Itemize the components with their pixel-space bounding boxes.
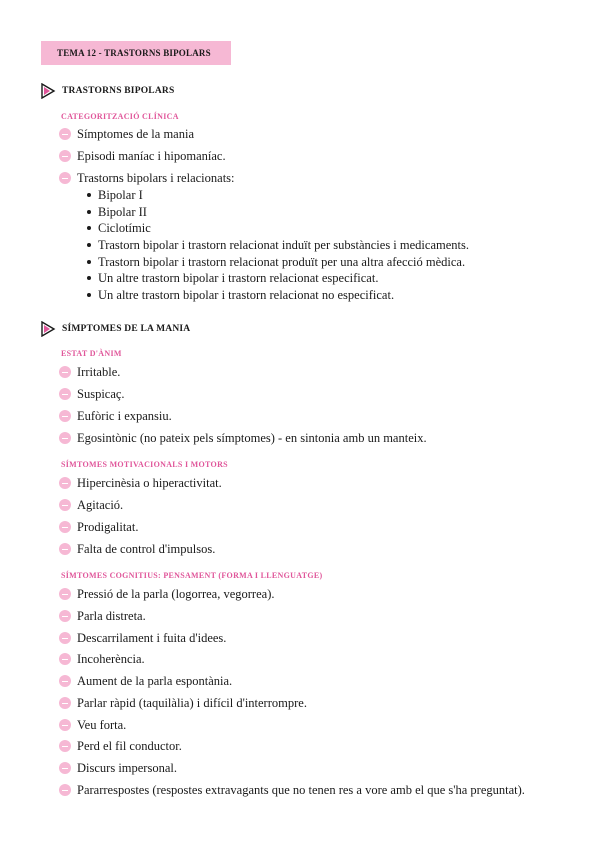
dot-icon	[87, 210, 91, 214]
bullet-icon	[59, 432, 71, 444]
subheading-motivacionals-motors: SÍMTOMES MOTIVACIONALS I MOTORS	[61, 460, 228, 469]
bullet-icon	[59, 588, 71, 600]
list-item: Pressió de la parla (logorrea, vegorrea).	[59, 587, 274, 601]
list-item: Episodi maníac i hipomaníac.	[59, 149, 226, 163]
list-item: Irritable.	[59, 365, 120, 379]
section-title: TRASTORNS BIPOLARS	[62, 86, 175, 96]
list-item: Incoherència.	[59, 652, 145, 666]
subheading-cognitius: SÍMTOMES COGNITIUS: PENSAMENT (FORMA I LLENGUATGE)	[61, 571, 323, 580]
sub-list-item: Bipolar II	[87, 205, 147, 219]
list-item: Perd el fil conductor.	[59, 739, 182, 753]
list-item: Agitació.	[59, 498, 123, 512]
dot-icon	[87, 293, 91, 297]
list-item: Aument de la parla espontània.	[59, 674, 232, 688]
list-item: Suspicaç.	[59, 387, 125, 401]
bullet-icon	[59, 762, 71, 774]
triangle-pointer-icon	[40, 321, 56, 337]
page-banner	[41, 41, 231, 65]
bullet-icon	[59, 675, 71, 687]
list-item: Símptomes de la mania	[59, 127, 194, 141]
sub-list-item: Bipolar I	[87, 188, 143, 202]
list-item: Falta de control d'impulsos.	[59, 542, 215, 556]
subheading-estat-anim: ESTAT D'ÀNIM	[61, 349, 122, 358]
dot-icon	[87, 243, 91, 247]
list-item: Parla distreta.	[59, 609, 146, 623]
bullet-icon	[59, 477, 71, 489]
bullet-icon	[59, 610, 71, 622]
bullet-icon	[59, 632, 71, 644]
bullet-icon	[59, 784, 71, 796]
list-item: Egosintònic (no pateix pels símptomes) - en sintonia amb un manteix.	[59, 431, 427, 445]
sub-list-item: Un altre trastorn bipolar i trastorn relacionat especificat.	[87, 271, 378, 285]
bullet-icon	[59, 388, 71, 400]
dot-icon	[87, 193, 91, 197]
list-item: Prodigalitat.	[59, 520, 138, 534]
bullet-icon	[59, 740, 71, 752]
bullet-icon	[59, 543, 71, 555]
bullet-icon	[59, 366, 71, 378]
bullet-icon	[59, 719, 71, 731]
sub-list-item: Un altre trastorn bipolar i trastorn relacionat no especificat.	[87, 288, 394, 302]
dot-icon	[87, 276, 91, 280]
bullet-icon	[59, 172, 71, 184]
section-heading-trastorns-bipolars	[40, 83, 174, 99]
section-title: SÍMPTOMES DE LA MANIA	[62, 324, 191, 334]
list-item: Discurs impersonal.	[59, 761, 177, 775]
sub-list-item: Ciclotímic	[87, 221, 151, 235]
bullet-icon	[59, 410, 71, 422]
bullet-icon	[59, 697, 71, 709]
subheading-categoritzacio: CATEGORITZACIÓ CLÍNICA	[61, 112, 179, 121]
dot-icon	[87, 260, 91, 264]
list-item: Descarrilament i fuita d'idees.	[59, 631, 226, 645]
list-item: Trastorns bipolars i relacionats:	[59, 171, 235, 185]
sub-list-item: Trastorn bipolar i trastorn relacionat produït per una altra afecció mèdica.	[87, 255, 465, 269]
section-heading-simptomes-mania	[40, 321, 190, 337]
triangle-pointer-icon	[40, 83, 56, 99]
sub-list-item: Trastorn bipolar i trastorn relacionat induït per substàncies i medicaments.	[87, 238, 469, 252]
banner-title: TEMA 12 - TRASTORNS BIPOLARS	[57, 48, 211, 58]
bullet-icon	[59, 499, 71, 511]
list-item: Veu forta.	[59, 718, 126, 732]
bullet-icon	[59, 150, 71, 162]
list-item: Pararrespostes (respostes extravagants que no tenen res a vore amb el que s'ha preguntat).	[59, 783, 525, 797]
bullet-icon	[59, 653, 71, 665]
dot-icon	[87, 226, 91, 230]
bullet-icon	[59, 128, 71, 140]
bullet-icon	[59, 521, 71, 533]
list-item: Eufòric i expansiu.	[59, 409, 172, 423]
list-item: Hipercinèsia o hiperactivitat.	[59, 476, 222, 490]
list-item: Parlar ràpid (taquilàlia) i difícil d'interrompre.	[59, 696, 307, 710]
